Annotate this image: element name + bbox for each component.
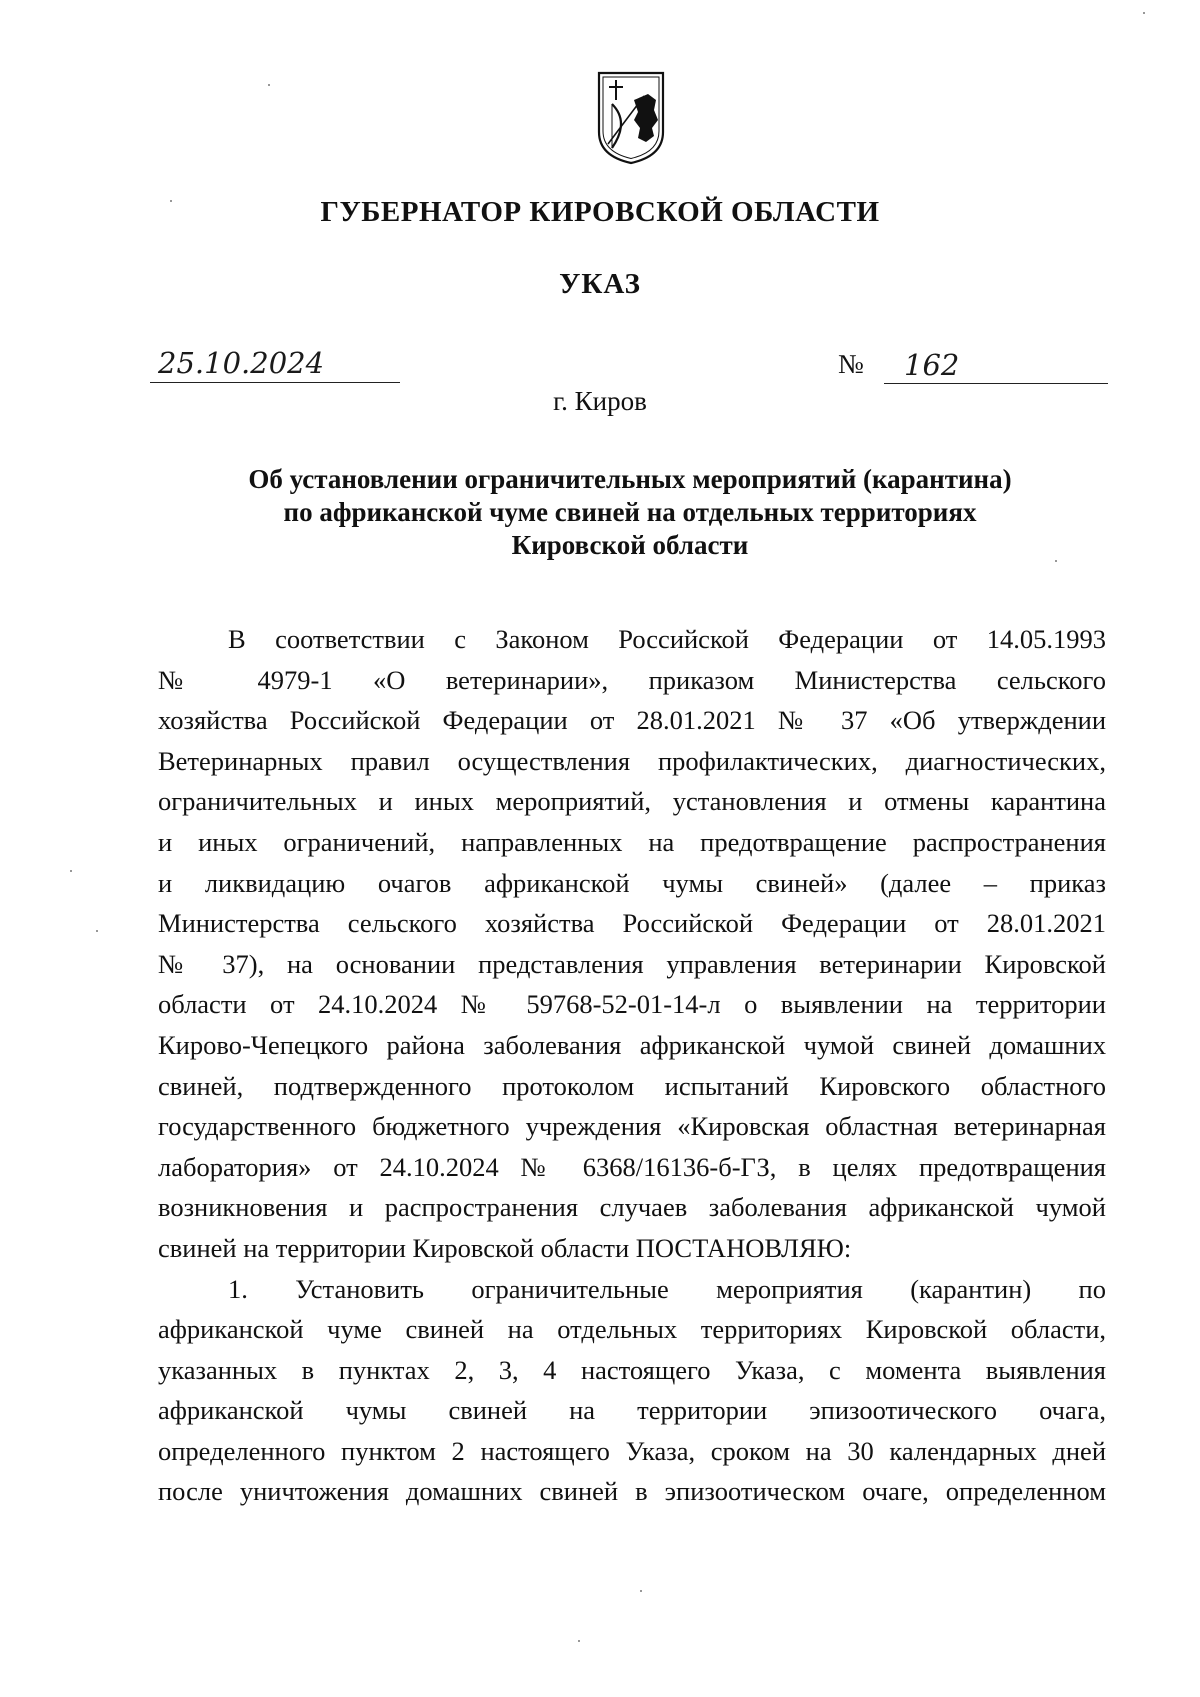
text-line: области от 24.10.2024 № 59768-52-01-14-л о выявлении на территории — [158, 989, 1106, 1020]
scan-speck — [640, 1590, 642, 1592]
handwritten-number: 162 — [904, 348, 960, 382]
document-type: УКАЗ — [559, 268, 641, 300]
text-line: В соответствии с Законом Российской Федерации от 14.05.1993 — [228, 624, 1106, 654]
scan-speck — [70, 870, 72, 872]
number-field — [838, 348, 1108, 384]
text-line: указанных в пунктах 2, 3, 4 настоящего Указа, с момента выявления — [158, 1354, 1106, 1385]
text-line: африканской чуме свиней на отдельных территориях Кировской области, — [158, 1314, 1106, 1345]
scan-speck — [1143, 12, 1145, 14]
text-line: свиней на территории Кировской области ПОСТАНОВЛЯЮ: — [158, 1232, 852, 1263]
number-underline — [884, 383, 1108, 384]
text-line: Министерства сельского хозяйства Российской Федерации от 28.01.2021 — [158, 908, 1106, 939]
scan-speck — [578, 1640, 580, 1642]
scan-speck — [96, 930, 98, 932]
title-line: по африканской чуме свиней на отдельных территориях — [283, 497, 977, 527]
text-line: и иных ограничений, направленных на предотвращение распространения — [158, 826, 1106, 857]
handwritten-date: 25.10.2024 — [158, 346, 325, 380]
text-line: свиней, подтвержденного протоколом испытаний Кировского областного — [158, 1070, 1106, 1101]
scan-speck — [170, 200, 172, 202]
text-line: возникновения и распространения случаев заболевания африканской чумой — [158, 1192, 1106, 1223]
title-line: Об установлении ограничительных мероприятий (карантина) — [248, 464, 1012, 494]
text-line: № 37), на основании представления управления ветеринарии Кировской — [158, 948, 1106, 979]
scan-speck — [1055, 560, 1057, 562]
number-sign: № — [838, 349, 864, 379]
text-line: лаборатория» от 24.10.2024 № 6368/16136-б-ГЗ, в целях предотвращения — [158, 1151, 1106, 1182]
date-field — [150, 346, 400, 383]
text-line: 1. Установить ограничительные мероприятия (карантин) по — [228, 1273, 1106, 1304]
text-line: ограничительных и иных мероприятий, установления и отмены карантина — [158, 786, 1106, 817]
document-body — [158, 619, 1106, 1512]
title-line: Кировской области — [511, 530, 749, 560]
text-line: и ликвидацию очагов африканской чумы свиней» (далее – приказ — [158, 867, 1106, 898]
text-line: после уничтожения домашних свиней в эпизоотическом очаге, определенном — [158, 1476, 1106, 1507]
text-line: № 4979-1 «О ветеринарии», приказом Министерства сельского — [158, 664, 1106, 695]
text-line: хозяйства Российской Федерации от 28.01.2021 № 37 «Об утверждении — [158, 705, 1106, 736]
text-line: государственного бюджетного учреждения «Кировская областная ветеринарная — [158, 1111, 1106, 1142]
coat-of-arms-emblem — [596, 70, 666, 166]
text-line: африканской чумы свиней на территории эпизоотического очага, — [158, 1395, 1106, 1426]
item-1-paragraph — [158, 1269, 1106, 1513]
document-title — [150, 463, 1110, 562]
text-line: Ветеринарных правил осуществления профилактических, диагностических, — [158, 745, 1106, 776]
issuing-authority: ГУБЕРНАТОР КИРОВСКОЙ ОБЛАСТИ — [320, 196, 880, 228]
preamble-paragraph — [158, 619, 1106, 1269]
city: г. Киров — [553, 386, 647, 416]
text-line: определенного пунктом 2 настоящего Указа, сроком на 30 календарных дней — [158, 1435, 1106, 1466]
text-line: Кирово-Чепецкого района заболевания африканской чумой свиней домашних — [158, 1029, 1106, 1060]
scan-speck — [268, 84, 270, 86]
